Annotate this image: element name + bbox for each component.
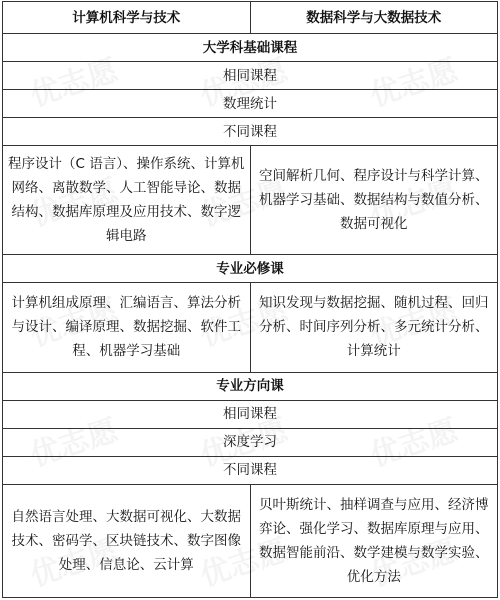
cs-course-list: 计算机组成原理、汇编语言、算法分析与设计、编译原理、数据挖掘、软件工程、机器学习基础 <box>3 283 251 372</box>
cs-course-list: 程序设计（C 语言）、操作系统、计算机网络、离散数学、人工智能导论、数据结构、数据库原理及应用技术、数字逻辑电路 <box>3 146 251 255</box>
course-list-row <box>3 484 498 597</box>
section-row <box>3 372 498 400</box>
column-header-cs: 计算机科学与技术 <box>3 2 251 34</box>
subheader-row <box>3 456 498 484</box>
section-title-specialization: 专业方向课 <box>3 372 498 400</box>
same-courses-label: 相同课程 <box>3 62 498 90</box>
shared-course-cell: 深度学习 <box>3 428 498 456</box>
subheader-row <box>3 400 498 428</box>
subheader-row <box>3 62 498 90</box>
shared-course-cell: 数理统计 <box>3 90 498 118</box>
same-courses-label: 相同课程 <box>3 400 498 428</box>
data-science-course-list: 知识发现与数据挖掘、随机过程、回归分析、时间序列分析、多元统计分析、计算统计 <box>250 283 498 372</box>
subheader-row <box>3 118 498 146</box>
header-row <box>3 2 498 34</box>
different-courses-label: 不同课程 <box>3 118 498 146</box>
different-courses-label: 不同课程 <box>3 456 498 484</box>
course-comparison-table <box>2 1 498 598</box>
shared-course-row <box>3 90 498 118</box>
shared-course-row <box>3 428 498 456</box>
data-science-course-list: 贝叶斯统计、抽样调查与应用、经济博弈论、强化学习、数据库原理与应用、数据智能前沿、数学建模与数学实验、优化方法 <box>250 484 498 597</box>
section-title-required: 专业必修课 <box>3 255 498 283</box>
section-row <box>3 255 498 283</box>
cs-course-list: 自然语言处理、大数据可视化、大数据技术、密码学、区块链技术、数字图像处理、信息论、云计算 <box>3 484 251 597</box>
course-list-row <box>3 146 498 255</box>
section-title-foundation: 大学科基础课程 <box>3 34 498 62</box>
column-header-data-science: 数据科学与大数据技术 <box>250 2 498 34</box>
section-row <box>3 34 498 62</box>
course-list-row <box>3 283 498 372</box>
data-science-course-list: 空间解析几何、程序设计与科学计算、机器学习基础、数据结构与数值分析、数据可视化 <box>250 146 498 255</box>
